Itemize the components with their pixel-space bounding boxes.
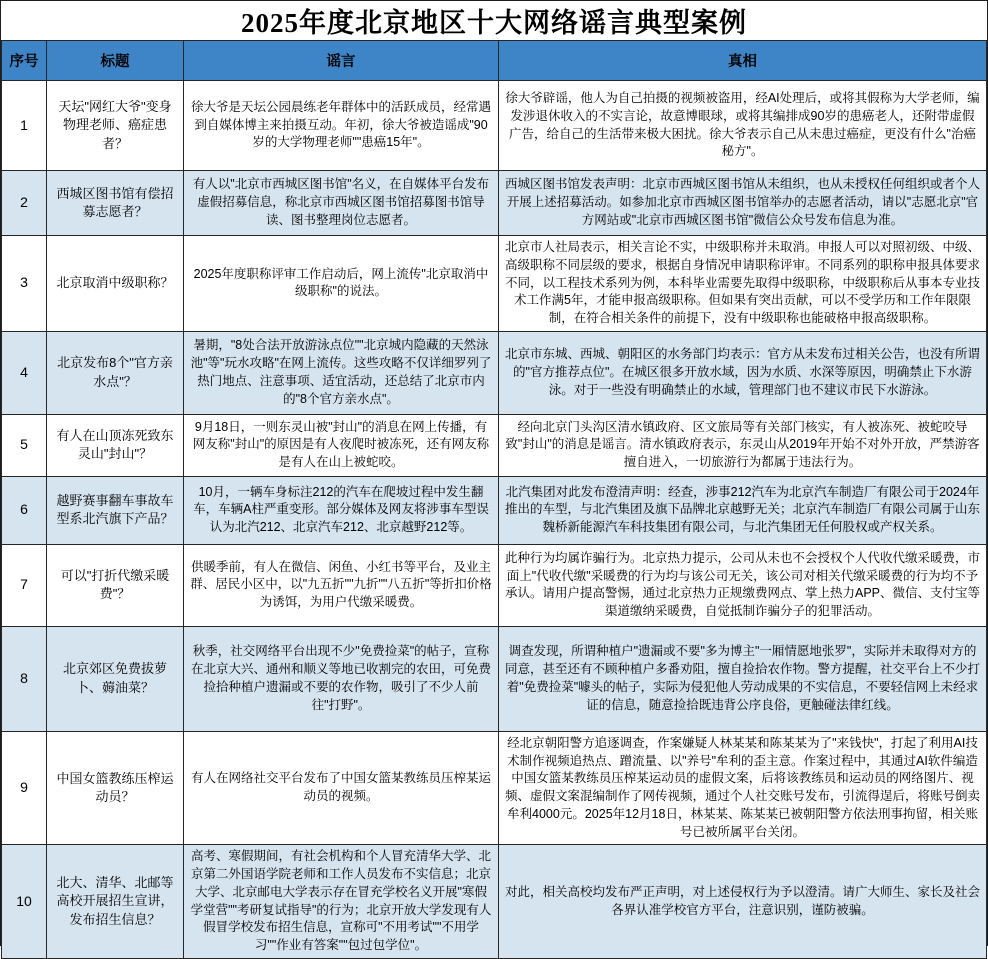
header-cell-title: 标题 bbox=[47, 41, 184, 81]
cell-rumor: 供暖季前，有人在微信、闲鱼、小红书等平台，及业主群、居民小区中，以"九五折""九折""八五折"等折扣价格为诱饵，为用户代缴采暖费。 bbox=[184, 544, 499, 626]
cell-no: 9 bbox=[2, 731, 47, 845]
cell-truth: 北汽集团对此发布澄清声明：经查，涉事212汽车为北京汽车制造厂有限公司于2024年推出的车型，与北汽集团及旗下品牌北京越野无关；北京汽车制造厂有限公司属于山东魏桥新能源汽车科技集团有限公司，与北汽集团无任何股权或产权关系。 bbox=[499, 476, 987, 544]
table-row bbox=[2, 171, 987, 236]
header-cell-no: 序号 bbox=[2, 41, 47, 81]
cell-no: 1 bbox=[2, 81, 47, 171]
cell-title: 越野赛事翻车事故车型系北汽旗下产品？ bbox=[47, 476, 184, 544]
cell-rumor: 2025年度职称评审工作启动后，网上流传"北京取消中级职称"的说法。 bbox=[184, 236, 499, 332]
table-row bbox=[2, 81, 987, 171]
cell-title: 北京发布8个"官方亲水点"？ bbox=[47, 331, 184, 414]
table-row bbox=[2, 626, 987, 731]
cell-truth: 经北京朝阳警方追逐调查，作案嫌疑人林某某和陈某某为了"来钱快"，打起了利用AI技术制作视频追热点、蹭流量、以"养号"牟利的歪主意。作案过程中，其通过AI软件编造中国女篮某教练员压榨某运动员的虚假文案，后将该教练员和运动员的网络图片、视频、虚假文案混编制作了网传视频，通过个人社交账号发布，引流得逞后，将账号倒卖牟利4000元。2025年12月18日，林某某、陈某某已被朝阳警方依法刑事拘留，相关账号已被所属平台关闭。 bbox=[499, 731, 987, 845]
table-row bbox=[2, 331, 987, 414]
table-row bbox=[2, 544, 987, 626]
table-row bbox=[2, 845, 987, 959]
cell-rumor: 有人在网络社交平台发布了中国女篮某教练员压榨某运动员的视频。 bbox=[184, 731, 499, 845]
cell-no: 3 bbox=[2, 236, 47, 332]
cell-title: 北京取消中级职称？ bbox=[47, 236, 184, 332]
cell-truth: 北京市人社局表示，相关言论不实，中级职称并未取消。申报人可以对照初级、中级、高级职称不同层级的要求，根据自身情况申请职称评审。不同系列的职称申报具体要求不同，以工程技术系列为例，本科毕业需要先取得中级职称，中级职称后从事本专业技术工作满5年，才能申报高级职称。但如果有突出贡献，可以不受学历和工作年限限制，在符合相关条件的前提下，没有中级职称也能破格申报高级职称。 bbox=[499, 236, 987, 332]
cell-no: 10 bbox=[2, 845, 47, 959]
cell-truth: 经向北京门头沟区清水镇政府、区文旅局等有关部门核实，有人被冻死、被蛇咬导致"封山"的消息是谣言。清水镇政府表示，东灵山从2019年开始不对外开放，严禁游客擅自进入，一切旅游行为都属于违法行为。 bbox=[499, 414, 987, 476]
table-row bbox=[2, 476, 987, 544]
cell-rumor: 高考、寒假期间，有社会机构和个人冒充清华大学、北京第二外国语学院老师和工作人员发布不实信息；北京大学、北京邮电大学表示存在冒充学校名义开展"寒假学堂营""考研复试指导"的行为；北京开放大学发现有人假冒学校发布招生信息，宣称可"不用考试""不用学习""作业有答案""包过包学位"。 bbox=[184, 845, 499, 959]
cell-rumor: 徐大爷是天坛公园晨练老年群体中的活跃成员，经常遇到自媒体博主来拍摄互动。年初，徐大爷被造谣成"90岁的大学物理老师""患癌15年"。 bbox=[184, 81, 499, 171]
cell-rumor: 秋季，社交网络平台出现不少"免费捡菜"的帖子，宣称在北京大兴、通州和顺义等地已收割完的农田，可免费捡拾种植户遗漏或不要的农作物，吸引了不少人前往"打野"。 bbox=[184, 626, 499, 731]
table-row bbox=[2, 731, 987, 845]
cell-truth: 对此，相关高校均发布严正声明，对上述侵权行为予以澄清。请广大师生、家长及社会各界认准学校官方平台，注意识别，谨防被骗。 bbox=[499, 845, 987, 959]
cell-title: 中国女篮教练压榨运动员？ bbox=[47, 731, 184, 845]
cell-truth: 调查发现，所谓种植户"遗漏或不要"多为博主"一厢情愿地张罗"，实际并未取得对方的同意，甚至还有不顾种植户多番劝阻，擅自捡拾农作物。警方提醒，社交平台上不少打着"免费捡菜"噱头的帖子，实际为侵犯他人劳动成果的不实信息，不要轻信网上未经求证的信息，随意捡拾既违背公序良俗，更触碰法律红线。 bbox=[499, 626, 987, 731]
header-cell-rumor: 谣言 bbox=[184, 41, 499, 81]
header-row bbox=[2, 41, 987, 81]
cell-no: 5 bbox=[2, 414, 47, 476]
cell-no: 4 bbox=[2, 331, 47, 414]
cell-title: 可以"打折代缴采暖费"？ bbox=[47, 544, 184, 626]
cell-rumor: 暑期，"8处合法开放游泳点位""北京城内隐藏的天然泳池"等"玩水攻略"在网上流传。这些攻略不仅详细罗列了热门地点、注意事项、适宜活动，还总结了北京市内的"8个官方亲水点"。 bbox=[184, 331, 499, 414]
cell-no: 8 bbox=[2, 626, 47, 731]
table-row bbox=[2, 236, 987, 332]
page-title: 2025年度北京地区十大网络谣言典型案例 bbox=[241, 8, 747, 38]
cell-rumor: 10月，一辆车身标注212的汽车在爬坡过程中发生翻车，车辆A柱严重变形。部分媒体及网友将涉事车型误认为北汽212、北京汽车212、北京越野212等。 bbox=[184, 476, 499, 544]
header-cell-truth: 真相 bbox=[499, 41, 987, 81]
title-bar bbox=[1, 1, 987, 40]
cell-truth: 徐大爷辟谣，他人为自己拍摄的视频被盗用，经AI处理后，或将其假称为大学老师，编发涉退休收入的不实言论，故意博眼球，或将其编排成90岁的患癌老人，还附带虚假广告，给自己的生活带来极大困扰。徐大爷表示自己从未患过癌症，更没有什么"治癌秘方"。 bbox=[499, 81, 987, 171]
cell-truth: 西城区图书馆发表声明：北京市西城区图书馆从未组织，也从未授权任何组织或者个人开展上述招募活动。如参加北京市西城区图书馆举办的志愿者活动，请以"志愿北京"官方网站或"北京市西城区图书馆"微信公众号发布信息为准。 bbox=[499, 171, 987, 236]
cell-truth: 此种行为均属诈骗行为。北京热力提示，公司从未也不会授权个人代收代缴采暖费，市面上"代收代缴"采暖费的行为均与该公司无关，该公司对相关代缴采暖费的行为均不予承认。请用户提高警惕，通过北京热力正规缴费网点、掌上热力APP、微信、支付宝等渠道缴纳采暖费，自觉抵制诈骗分子的犯罪活动。 bbox=[499, 544, 987, 626]
cell-rumor: 9月18日，一则东灵山被"封山"的消息在网上传播，有网友称"封山"的原因是有人夜爬时被冻死，还有网友称是有人在山上被蛇咬。 bbox=[184, 414, 499, 476]
cell-no: 7 bbox=[2, 544, 47, 626]
cell-title: 西城区图书馆有偿招募志愿者？ bbox=[47, 171, 184, 236]
cell-title: 北京郊区免费拔萝卜、薅油菜？ bbox=[47, 626, 184, 731]
cell-title: 天坛"网红大爷"变身物理老师、癌症患者？ bbox=[47, 81, 184, 171]
rumor-case-table bbox=[1, 40, 987, 959]
cell-truth: 北京市东城、西城、朝阳区的水务部门均表示：官方从未发布过相关公告，也没有所谓的"官方推荐点位"。在城区很多开放水域，因为水质、水深等原因，明确禁止下水游泳。对于一些没有明确禁止的水域，管理部门也不建议市民下水游泳。 bbox=[499, 331, 987, 414]
table-row bbox=[2, 414, 987, 476]
cell-no: 6 bbox=[2, 476, 47, 544]
cell-title: 有人在山顶冻死致东灵山"封山"？ bbox=[47, 414, 184, 476]
cell-title: 北大、清华、北邮等高校开展招生宣讲，发布招生信息？ bbox=[47, 845, 184, 959]
cell-rumor: 有人以"北京市西城区图书馆"名义，在自媒体平台发布虚假招募信息，称北京市西城区图书馆招募图书馆导读、图书整理岗位志愿者。 bbox=[184, 171, 499, 236]
cell-no: 2 bbox=[2, 171, 47, 236]
